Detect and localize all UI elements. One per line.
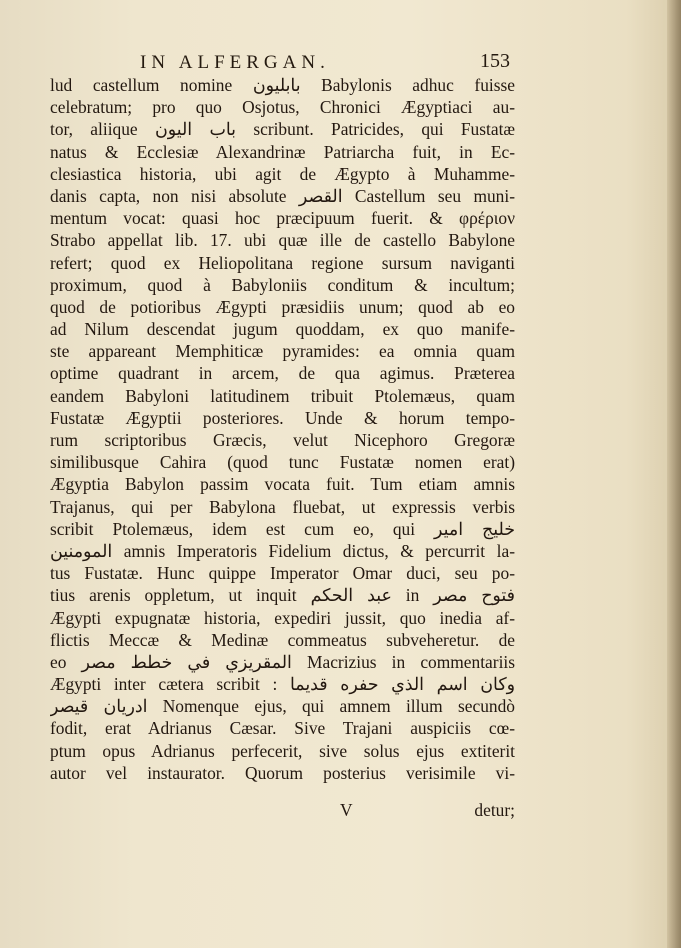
text-line: lud castellum nomine بابليون Babylonis adhuc fuisse bbox=[50, 75, 515, 95]
text-line: proximum, quod à Babyloniis conditum & incultum; bbox=[50, 274, 515, 295]
text-line: eo المقريزي في خطط مصر Macrizius in commentariis bbox=[50, 651, 515, 672]
text-line: ste appareant Memphiticæ pyramides: ea omnia quam bbox=[50, 341, 515, 362]
text-line: optime quadrant in arcem, de qua agimus. Præterea bbox=[50, 363, 515, 384]
text-line: Ægyptia Babylon passim vocata fuit. Tum etiam amnis bbox=[50, 474, 515, 495]
text-line: tor, aliique باب اليون scribunt. Patricides, qui Fustatæ bbox=[50, 119, 515, 140]
body-text bbox=[50, 74, 515, 784]
text-line: refert; quod ex Heliopolitana regione sursum naviganti bbox=[50, 252, 515, 273]
text-line: Trajanus, qui per Babylona fluebat, ut expressis verbis bbox=[50, 496, 515, 517]
text-line: celebratum; pro quo Osjotus, Chronici Ægyptiaci au- bbox=[50, 97, 515, 118]
text-line: tius arenis oppletum, ut inquit عبد الحكم in فتوح مصر bbox=[50, 585, 515, 606]
page-footer bbox=[50, 800, 515, 822]
text-line: similibusque Cahira (quod tunc Fustatæ nomen erat) bbox=[50, 452, 515, 473]
text-line: المومنين amnis Imperatoris Fidelium dictus, & percurrit la- bbox=[50, 540, 515, 561]
text-line: ptum opus Adrianus perfecerit, sive solus ejus extiterit bbox=[50, 740, 515, 761]
text-line: mentum vocat: quasi hoc præcipuum fuerit. & φρέριον bbox=[50, 208, 515, 229]
text-line: eandem Babyloni latitudinem tribuit Ptolemæus, quam bbox=[50, 385, 515, 406]
page-number: 153 bbox=[480, 50, 510, 72]
text-line: natus & Ecclesiæ Alexandrinæ Patriarcha fuit, in Ec- bbox=[50, 141, 515, 162]
text-line: quod de potioribus Ægypti præsidiis unum; quod ab eo bbox=[50, 296, 515, 317]
catchword: detur; bbox=[474, 800, 515, 820]
signature-mark: V bbox=[340, 800, 353, 820]
text-line: tus Fustatæ. Hunc quippe Imperator Omar duci, seu po- bbox=[50, 563, 515, 584]
text-line: ad Nilum descendat jugum quoddam, ex quo manife- bbox=[50, 319, 515, 340]
text-line: Ægypti inter cætera scribit : وكان اسم الذي حفره قديما bbox=[50, 674, 515, 695]
text-line: Ægypti expugnatæ historia, expediri jussit, quo inedia af- bbox=[50, 607, 515, 628]
running-title: IN ALFERGAN. bbox=[140, 52, 330, 73]
text-line: autor vel instaurator. Quorum posterius verisimile vi- bbox=[50, 762, 515, 783]
text-line: Fustatæ Ægyptii posteriores. Unde & horum tempo- bbox=[50, 407, 515, 428]
text-line: fodit, erat Adrianus Cæsar. Sive Trajani auspiciis cœ- bbox=[50, 718, 515, 739]
text-line: rum scriptoribus Græcis, velut Nicephoro Gregoræ bbox=[50, 430, 515, 450]
text-line: flictis Meccæ & Medinæ commeatus subveheretur. de bbox=[50, 629, 515, 650]
text-line: clesiastica historia, ubi agit de Ægypto à Muhamme- bbox=[50, 163, 515, 184]
text-line: scribit Ptolemæus, idem est cum eo, qui خليج امير bbox=[50, 518, 515, 539]
text-line: ادريان قيصر Nomenque ejus, qui amnem illum secundò bbox=[50, 696, 515, 717]
text-line: danis capta, non nisi absolute القصر Castellum seu muni- bbox=[50, 185, 515, 206]
text-line: Strabo appellat lib. 17. ubi quæ ille de castello Babylone bbox=[50, 230, 515, 251]
